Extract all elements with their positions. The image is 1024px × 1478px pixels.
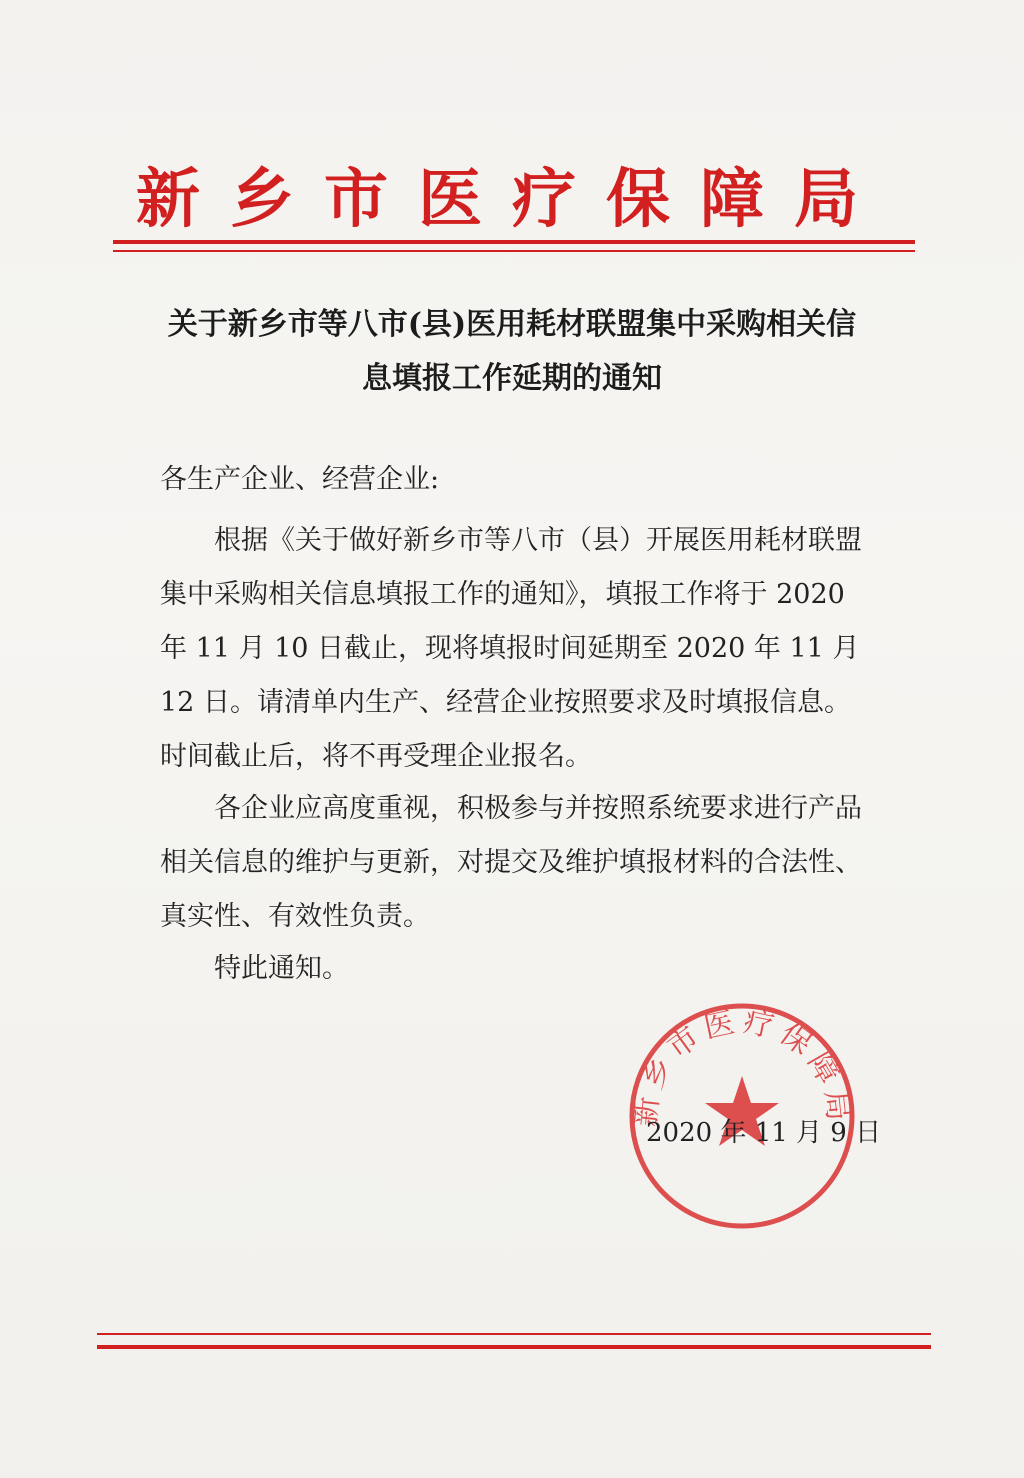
issue-date: 2020 年 11 月 9 日 xyxy=(646,1118,882,1148)
closing-text: 特此通知。 xyxy=(214,953,349,984)
notice-title-line-2: 息填报工作延期的通知 xyxy=(362,361,662,396)
paragraph-text: 各企业应高度重视，积极参与并按照系统要求进行产品相关信息的维护与更新，对提交及维护填报材料的合法性、真实性、有效性负责。 xyxy=(160,793,862,932)
agency-header: 新乡市医疗保障局 xyxy=(136,162,888,237)
closing-line xyxy=(160,942,870,996)
footer-rule-thin xyxy=(97,1333,931,1335)
seal-text: 新乡市医疗保障局 xyxy=(627,1004,857,1129)
body-paragraph-2 xyxy=(160,782,870,944)
header-rule-thin xyxy=(113,250,915,252)
header-rule-thick xyxy=(113,240,915,244)
footer-rule-thick xyxy=(97,1345,931,1349)
body-paragraph-1 xyxy=(160,514,870,784)
paragraph-text: 根据《关于做好新乡市等八市（县）开展医用耗材联盟集中采购相关信息填报工作的通知》，填报工作将于 2020 年 11 月 10 日截止，现将填报时间延期至 2020 年 11 月 12 日。请清单内生产、经营企业按照要求及时填报信息。时间截止后，将不再受理企业报名。 xyxy=(160,525,862,772)
salutation: 各生产企业、经营企业: xyxy=(160,464,440,495)
notice-title-line-1: 关于新乡市等八市(县)医用耗材联盟集中采购相关信 xyxy=(167,307,857,342)
